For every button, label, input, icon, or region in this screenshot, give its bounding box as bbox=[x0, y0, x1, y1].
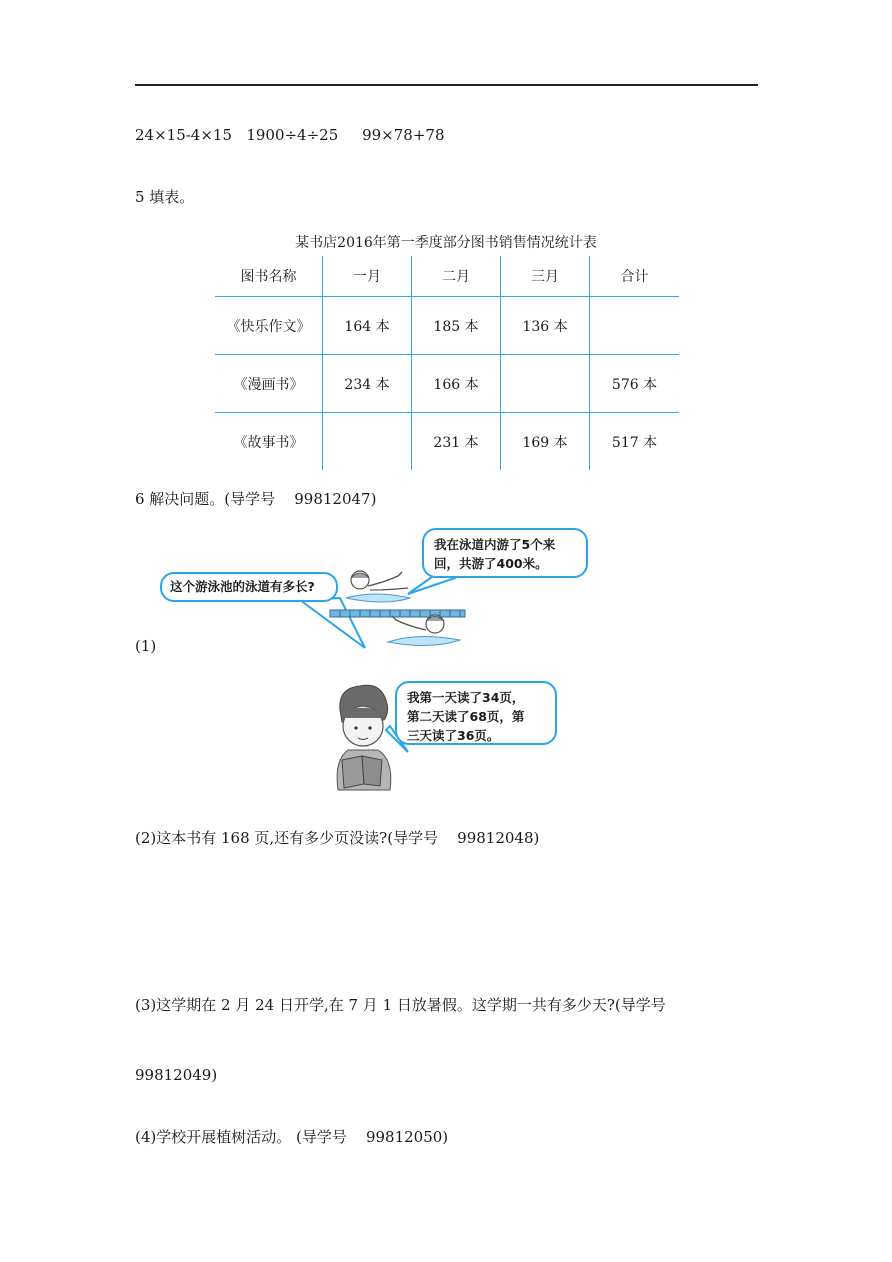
swimmer-icon bbox=[388, 615, 460, 646]
table-cell: 185 本 bbox=[412, 297, 501, 355]
swim-answer-bubble bbox=[422, 528, 588, 578]
part2-question: (2)这本书有 168 页,还有多少页没读?(导学号 99812048) bbox=[135, 829, 540, 847]
q5-heading: 5 填表。 bbox=[135, 188, 195, 206]
table-row bbox=[215, 413, 679, 471]
q6-heading: 6 解决问题。(导学号 99812047) bbox=[135, 490, 377, 508]
table-cell-empty[interactable] bbox=[323, 413, 412, 471]
bubble-text: 我第一天读了34页， bbox=[407, 690, 525, 705]
table-cell: 231 本 bbox=[412, 413, 501, 471]
bubble-tail bbox=[300, 598, 365, 648]
table-cell: 136 本 bbox=[501, 297, 590, 355]
table-caption: 某书店2016年第一季度部分图书销售情况统计表 bbox=[295, 235, 597, 251]
sales-table bbox=[215, 256, 679, 470]
table-cell: 169 本 bbox=[501, 413, 590, 471]
table-row bbox=[215, 355, 679, 413]
bubble-text: 这个游泳池的泳道有多长? bbox=[170, 579, 315, 594]
boy-icon bbox=[337, 685, 391, 790]
swimmer-icon bbox=[346, 571, 410, 602]
table-cell: 576 本 bbox=[590, 355, 680, 413]
header-cell: 二月 bbox=[412, 256, 501, 297]
table-cell: 164 本 bbox=[323, 297, 412, 355]
table-cell: 《快乐作文》 bbox=[215, 297, 323, 355]
table-header-row bbox=[215, 256, 679, 297]
swim-question-bubble bbox=[160, 572, 338, 602]
header-rule bbox=[135, 84, 758, 86]
reading-bubble bbox=[395, 681, 557, 745]
part3-question: (3)这学期在 2 月 24 日开学,在 7 月 1 日放暑假。这学期一共有多少天?(导学号 bbox=[135, 996, 666, 1014]
bubble-text: 回，共游了400米。 bbox=[434, 556, 548, 571]
table-cell-empty[interactable] bbox=[590, 297, 680, 355]
bubble-text: 三天读了36页。 bbox=[407, 728, 500, 743]
table-cell: 166 本 bbox=[412, 355, 501, 413]
header-cell: 三月 bbox=[501, 256, 590, 297]
header-cell: 图书名称 bbox=[240, 269, 297, 285]
table-cell: 《漫画书》 bbox=[215, 355, 323, 413]
bubble-text: 第二天读了68页，第 bbox=[407, 709, 525, 724]
bubble-text: 我在泳道内游了5个来 bbox=[434, 537, 556, 552]
part3-question-cont: 99812049) bbox=[135, 1066, 218, 1084]
header-cell: 一月 bbox=[323, 256, 412, 297]
header-cell: 合计 bbox=[590, 256, 680, 297]
table-cell: 234 本 bbox=[323, 355, 412, 413]
table-cell-empty[interactable] bbox=[501, 355, 590, 413]
table-cell: 《故事书》 bbox=[215, 413, 323, 471]
calc-expressions: 24×15-4×15 1900÷4÷25 99×78+78 bbox=[135, 126, 445, 144]
part1-label: (1) bbox=[135, 637, 157, 655]
table-cell: 517 本 bbox=[590, 413, 680, 471]
part4-question: (4)学校开展植树活动。 (导学号 99812050) bbox=[135, 1128, 449, 1146]
table-row bbox=[215, 297, 679, 355]
